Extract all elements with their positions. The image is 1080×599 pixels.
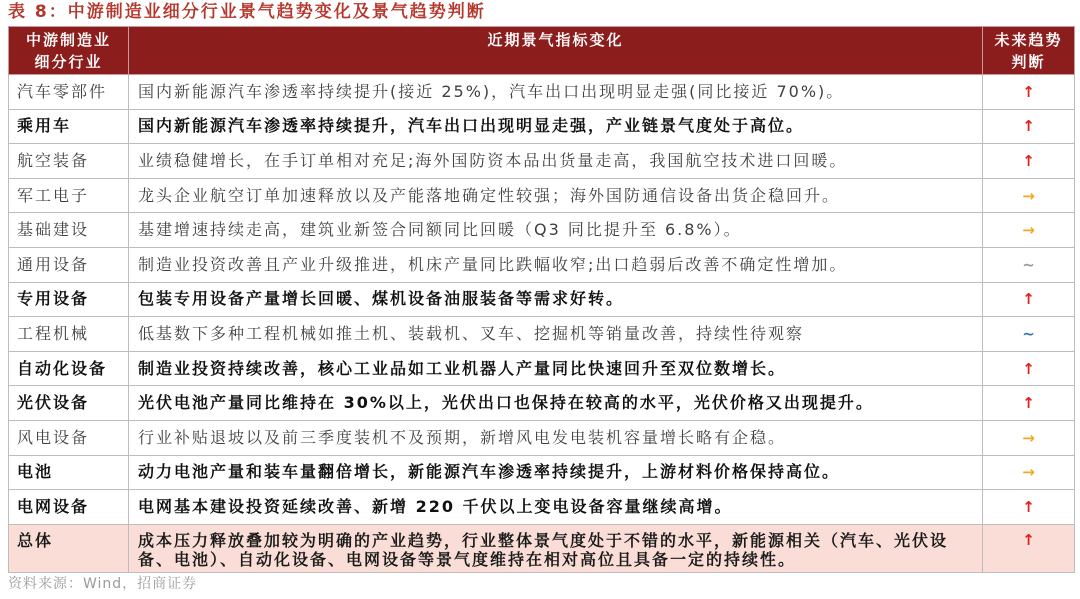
trend-cell xyxy=(983,386,1075,421)
trend-cell xyxy=(983,75,1075,110)
table-row xyxy=(9,247,1075,282)
table-row xyxy=(9,490,1075,525)
header-indicator xyxy=(129,27,983,75)
table-row xyxy=(9,455,1075,490)
trend-up-arrow-icon: ↑ xyxy=(1022,151,1035,170)
total-summary: 成本压力释放叠加较为明确的产业趋势，行业整体景气度处于不错的水平，新能源相关（汽车、光伏设备、电池）、自动化设备、电网设备等景气度维持在相对高位且具备一定的持续性。 xyxy=(129,524,983,572)
industry-name: 通用设备 xyxy=(9,247,129,282)
industry-trend-table xyxy=(8,26,1075,573)
trend-up-arrow-icon: ↑ xyxy=(1022,290,1035,309)
industry-name: 专用设备 xyxy=(9,282,129,317)
industry-name: 光伏设备 xyxy=(9,386,129,421)
table-row xyxy=(9,420,1075,455)
industry-name: 汽车零部件 xyxy=(9,75,129,110)
indicator-change: 光伏电池产量同比维持在 30%以上，光伏出口也保持在较高的水平，光伏价格又出现提升。 xyxy=(129,386,983,421)
header-industry xyxy=(9,27,129,75)
trend-up-arrow-icon: ↑ xyxy=(1022,82,1035,101)
source-note: 资料来源：Wind，招商证券 xyxy=(8,576,198,592)
trend-cell xyxy=(983,247,1075,282)
industry-name: 电池 xyxy=(9,455,129,490)
trend-cell xyxy=(983,109,1075,144)
industry-name: 乘用车 xyxy=(9,109,129,144)
trend-cell xyxy=(983,490,1075,525)
indicator-change: 国内新能源汽车渗透率持续提升，汽车出口出现明显走强，产业链景气度处于高位。 xyxy=(129,109,983,144)
indicator-change: 低基数下多种工程机械如推土机、装载机、叉车、挖掘机等销量改善，持续性待观察 xyxy=(129,317,983,352)
trend-cell xyxy=(983,213,1075,248)
trend-cell xyxy=(983,282,1075,317)
table-title: 表 8：中游制造业细分行业景气趋势变化及景气趋势判断 xyxy=(8,2,486,22)
header-indicator-label: 近期景气指标变化 xyxy=(487,31,624,49)
industry-name: 军工电子 xyxy=(9,178,129,213)
table-total-row xyxy=(9,524,1075,572)
indicator-change: 电网基本建设投资延续改善、新增 220 千伏以上变电设备容量继续高增。 xyxy=(129,490,983,525)
indicator-change: 业绩稳健增长，在手订单相对充足;海外国防资本品出货量走高，我国航空技术进口回暖。 xyxy=(129,144,983,179)
indicator-change: 包装专用设备产量增长回暖、煤机设备油服装备等需求好转。 xyxy=(129,282,983,317)
industry-name: 基础建设 xyxy=(9,213,129,248)
table-row xyxy=(9,213,1075,248)
trend-cell xyxy=(983,317,1075,352)
industry-name: 工程机械 xyxy=(9,317,129,352)
header-industry-line-2: 细分行业 xyxy=(34,53,103,71)
trend-up-arrow-icon: ↑ xyxy=(1022,394,1035,413)
trend-cell xyxy=(983,178,1075,213)
industry-name: 电网设备 xyxy=(9,490,129,525)
header-trend-line-1: 未来趋势 xyxy=(994,31,1063,49)
trend-up-arrow-icon: ↑ xyxy=(1022,530,1035,549)
trend-up-arrow-icon: ↑ xyxy=(1022,117,1035,136)
table-row xyxy=(9,351,1075,386)
trend-cell xyxy=(983,351,1075,386)
trend-cell xyxy=(983,524,1075,572)
industry-name: 自动化设备 xyxy=(9,351,129,386)
indicator-change: 行业补贴退坡以及前三季度装机不及预期，新增风电发电装机容量增长略有企稳。 xyxy=(129,420,983,455)
table-header-row xyxy=(9,27,1075,75)
trend-right-arrow-icon: → xyxy=(1022,463,1035,482)
table-row xyxy=(9,386,1075,421)
table-row xyxy=(9,178,1075,213)
trend-right-arrow-icon: → xyxy=(1022,428,1035,447)
indicator-change: 龙头企业航空订单加速释放以及产能落地确定性较强；海外国防通信设备出货企稳回升。 xyxy=(129,178,983,213)
table-row xyxy=(9,282,1075,317)
table-row xyxy=(9,144,1075,179)
trend-cell xyxy=(983,144,1075,179)
trend-cell xyxy=(983,420,1075,455)
total-label: 总体 xyxy=(9,524,129,572)
header-trend xyxy=(983,27,1075,75)
table-row xyxy=(9,75,1075,110)
indicator-change: 基建增速持续走高，建筑业新签合同额同比回暖（Q3 同比提升至 6.8%）。 xyxy=(129,213,983,248)
header-trend-line-2: 判断 xyxy=(1011,53,1046,71)
table-row xyxy=(9,317,1075,352)
trend-tilde-icon: ~ xyxy=(1022,255,1035,274)
table-row xyxy=(9,109,1075,144)
trend-right-arrow-icon: → xyxy=(1022,221,1035,240)
indicator-change: 制造业投资改善且产业升级推进，机床产量同比跌幅收窄;出口趋弱后改善不确定性增加。 xyxy=(129,247,983,282)
indicator-change: 动力电池产量和装车量翻倍增长，新能源汽车渗透率持续提升，上游材料价格保持高位。 xyxy=(129,455,983,490)
indicator-change: 制造业投资持续改善，核心工业品如工业机器人产量同比快速回升至双位数增长。 xyxy=(129,351,983,386)
trend-right-arrow-icon: → xyxy=(1022,186,1035,205)
trend-up-arrow-icon: ↑ xyxy=(1022,359,1035,378)
industry-name: 航空装备 xyxy=(9,144,129,179)
indicator-change: 国内新能源汽车渗透率持续提升(接近 25%)，汽车出口出现明显走强(同比接近 70%)。 xyxy=(129,75,983,110)
trend-up-arrow-icon: ↑ xyxy=(1022,497,1035,516)
industry-name: 风电设备 xyxy=(9,420,129,455)
trend-tilde-icon: ~ xyxy=(1022,324,1035,343)
header-industry-line-1: 中游制造业 xyxy=(25,31,111,49)
trend-cell xyxy=(983,455,1075,490)
